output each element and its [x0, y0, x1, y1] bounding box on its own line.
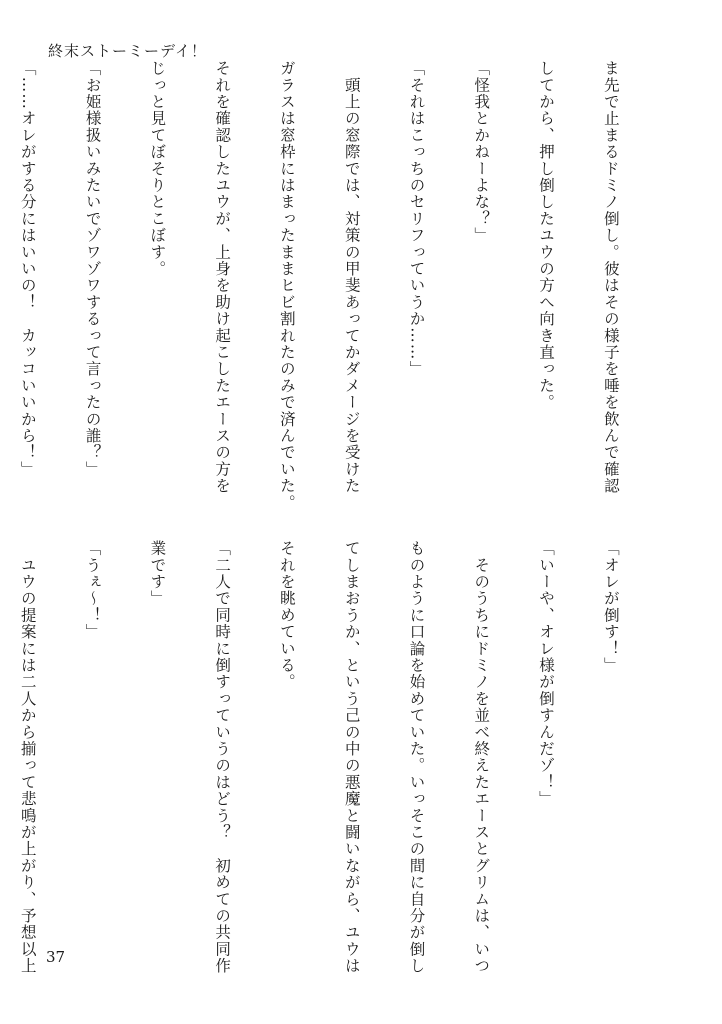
text-line: ま先で止まるドミノ倒し。彼はその様子を唾を飲んで確認	[601, 60, 620, 495]
text-line: 「オレが倒す！」	[601, 540, 620, 674]
text-line: 「怪我とかねーよな？」	[472, 60, 491, 244]
text-line: 「それはこっちのセリフっていうか……」	[407, 60, 426, 378]
text-line: 業です」	[148, 540, 167, 607]
text-line: じっと見てぼそりとこぼす。	[148, 60, 167, 278]
text-line: そのうちにドミノを並べ終えたエースとグリムは、いつ	[472, 540, 491, 975]
text-line: それを眺めている。	[277, 540, 296, 691]
text-line: ものように口論を始めていた。いっそこの間に自分が倒し	[407, 540, 426, 975]
text-line: 「……オレがする分にはいいの！ カッコいいから！」	[18, 60, 37, 478]
text-line: 「うぇ～！」	[83, 540, 102, 641]
page-number: 37	[46, 948, 66, 966]
text-line: 「二人で同時に倒すっていうのはどう？ 初めての共同作	[213, 540, 232, 975]
text-line: してから、押し倒したユウの方へ向き直った。	[537, 60, 556, 411]
running-title: 終末ストーミーデイ！	[48, 42, 207, 60]
upper-text-block	[18, 60, 664, 511]
text-line: ガラスは窓枠にはまったままヒビ割れたのみで済んでいた。	[277, 60, 296, 511]
text-line: それを確認したユウが、上身を助け起こしたエースの方を	[213, 60, 232, 495]
text-line: てしまおうか、という己の中の悪魔と闘いながら、ユウは	[342, 540, 361, 975]
text-line: ユウの提案には二人から揃って悲鳴が上がり、予想以上	[18, 540, 37, 975]
text-line: 「いーや、オレ様が倒すんだゾ！」	[537, 540, 556, 808]
text-line: 「お姫様扱いみたいでゾワゾワするって言ったの誰？」	[83, 60, 102, 478]
text-line: 頭上の窓際では、対策の甲斐あってかダメージを受けた	[342, 60, 361, 495]
